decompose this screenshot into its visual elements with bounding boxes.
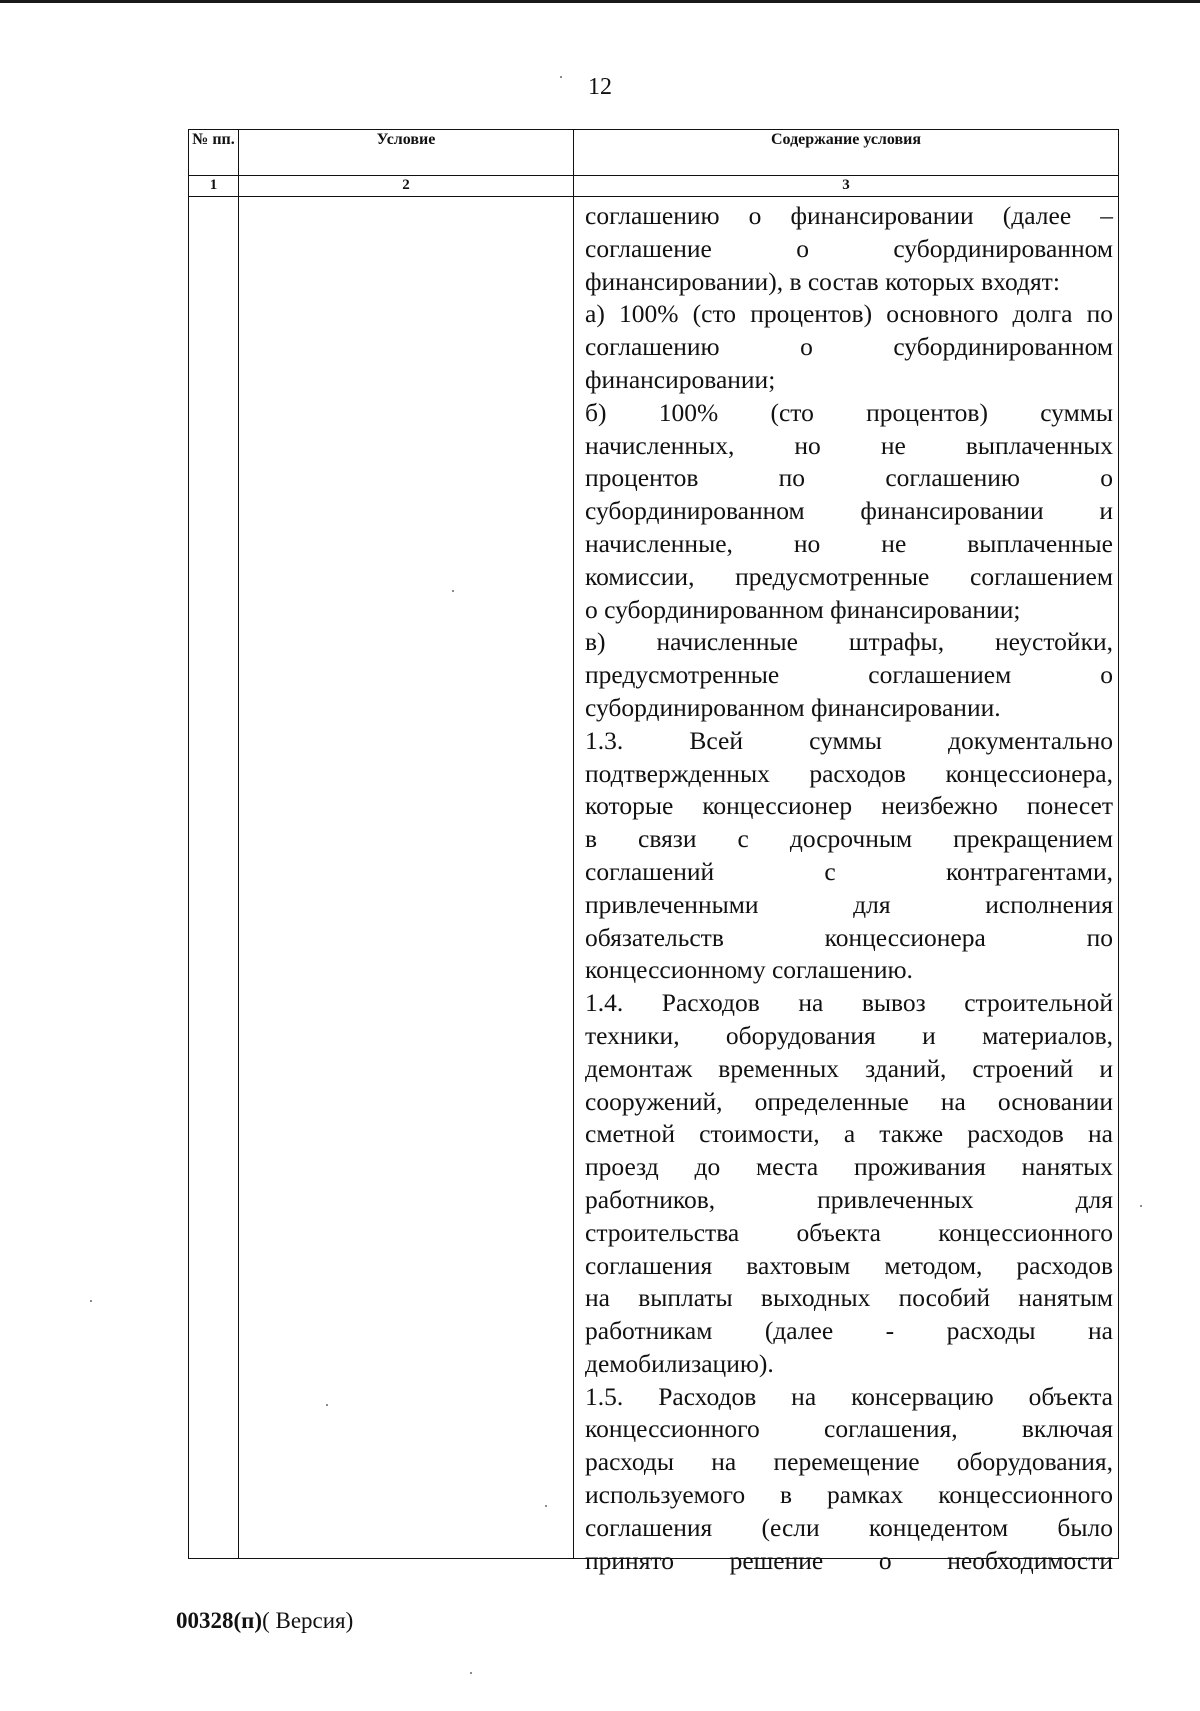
scan-speck (452, 590, 454, 592)
content-line: предусмотренные соглашением о (585, 660, 1113, 690)
column-numbers-row (189, 176, 1119, 197)
condition-content-text (574, 197, 1118, 1575)
content-line: расходы на перемещение оборудования, (585, 1447, 1113, 1477)
content-line: концессионного соглашения, включая (585, 1414, 1113, 1444)
content-line: соглашения вахтовым методом, расходов (585, 1250, 1113, 1280)
scan-speck (90, 1300, 92, 1302)
content-line: обязательств концессионера по (585, 922, 1113, 952)
content-line: финансировании; (585, 364, 776, 394)
content-line: которые концессионер неизбежно понесет (585, 791, 1113, 821)
header-condition-content: Содержание условия (574, 130, 1119, 176)
content-line: субординированном финансировании. (585, 692, 1001, 722)
content-line: 1.4. Расходов на вывоз строительной (585, 988, 1113, 1018)
content-line: используемого в рамках концессионного (585, 1480, 1113, 1510)
content-line: 1.3. Всей суммы документально (585, 725, 1113, 755)
content-line: в связи с досрочным прекращением (585, 824, 1113, 854)
scan-speck (560, 76, 562, 78)
document-footer (176, 1608, 353, 1634)
column-number-2: 2 (239, 176, 574, 197)
scan-speck (1140, 1205, 1142, 1207)
content-line: привлеченными для исполнения (585, 889, 1113, 919)
page-number: 12 (588, 74, 612, 100)
content-line: б) 100% (сто процентов) суммы (585, 397, 1113, 427)
content-line: сметной стоимости, а также расходов на (585, 1119, 1113, 1149)
conditions-table (188, 129, 1119, 1575)
content-line: о субординированном финансировании; (585, 594, 1021, 624)
content-line: соглашение о субординированном (585, 233, 1113, 263)
row-number-cell (189, 197, 239, 1559)
content-line: работников, привлеченных для (585, 1184, 1113, 1214)
scan-edge (0, 0, 1200, 3)
content-line: соглашению о субординированном (585, 332, 1113, 362)
row-content-cell (574, 197, 1119, 1575)
content-line: строительства объекта концессионного (585, 1217, 1113, 1247)
row-condition-cell (239, 197, 574, 1559)
content-line: подтвержденных расходов концессионера, (585, 758, 1113, 788)
content-line: принято решение о необходимости (585, 1545, 1113, 1575)
content-line: соглашений с контрагентами, (585, 856, 1113, 886)
content-line: соглашения (если концедентом было (585, 1512, 1113, 1542)
column-number-3: 3 (574, 176, 1119, 197)
content-line: сооружений, определенные на основании (585, 1086, 1113, 1116)
content-line: 1.5. Расходов на консервацию объекта (585, 1381, 1113, 1411)
scan-speck (326, 1404, 328, 1406)
content-line: соглашению о финансировании (далее – (585, 201, 1113, 230)
content-line: техники, оборудования и материалов, (585, 1020, 1113, 1050)
document-code: 00328(п) (176, 1608, 263, 1633)
content-line: демонтаж временных зданий, строений и (585, 1053, 1113, 1083)
content-line: в) начисленные штрафы, неустойки, (585, 627, 1113, 657)
column-number-1: 1 (189, 176, 239, 197)
content-line: работникам (далее - расходы на (585, 1316, 1113, 1346)
table-row (189, 197, 1119, 1559)
table-header-row (189, 130, 1119, 176)
version-label: ( Версия) (262, 1608, 354, 1633)
content-line: начисленных, но не выплаченных (585, 430, 1113, 460)
content-line: комиссии, предусмотренные соглашением (585, 561, 1113, 591)
scan-speck (545, 1505, 547, 1507)
content-line: проезд до места проживания нанятых (585, 1152, 1113, 1182)
content-line: демобилизацию). (585, 1348, 774, 1378)
scan-speck (470, 1672, 472, 1674)
content-line: а) 100% (сто процентов) основного долга по (585, 299, 1113, 329)
content-line: концессионному соглашению. (585, 955, 913, 985)
content-line: на выплаты выходных пособий нанятым (585, 1283, 1113, 1313)
content-line: финансировании), в состав которых входят: (585, 266, 1060, 296)
header-number: № пп. (189, 130, 239, 176)
content-line: начисленные, но не выплаченные (585, 528, 1113, 558)
content-line: субординированном финансировании и (585, 496, 1113, 526)
content-line: процентов по соглашению о (585, 463, 1113, 493)
header-condition: Условие (239, 130, 574, 176)
